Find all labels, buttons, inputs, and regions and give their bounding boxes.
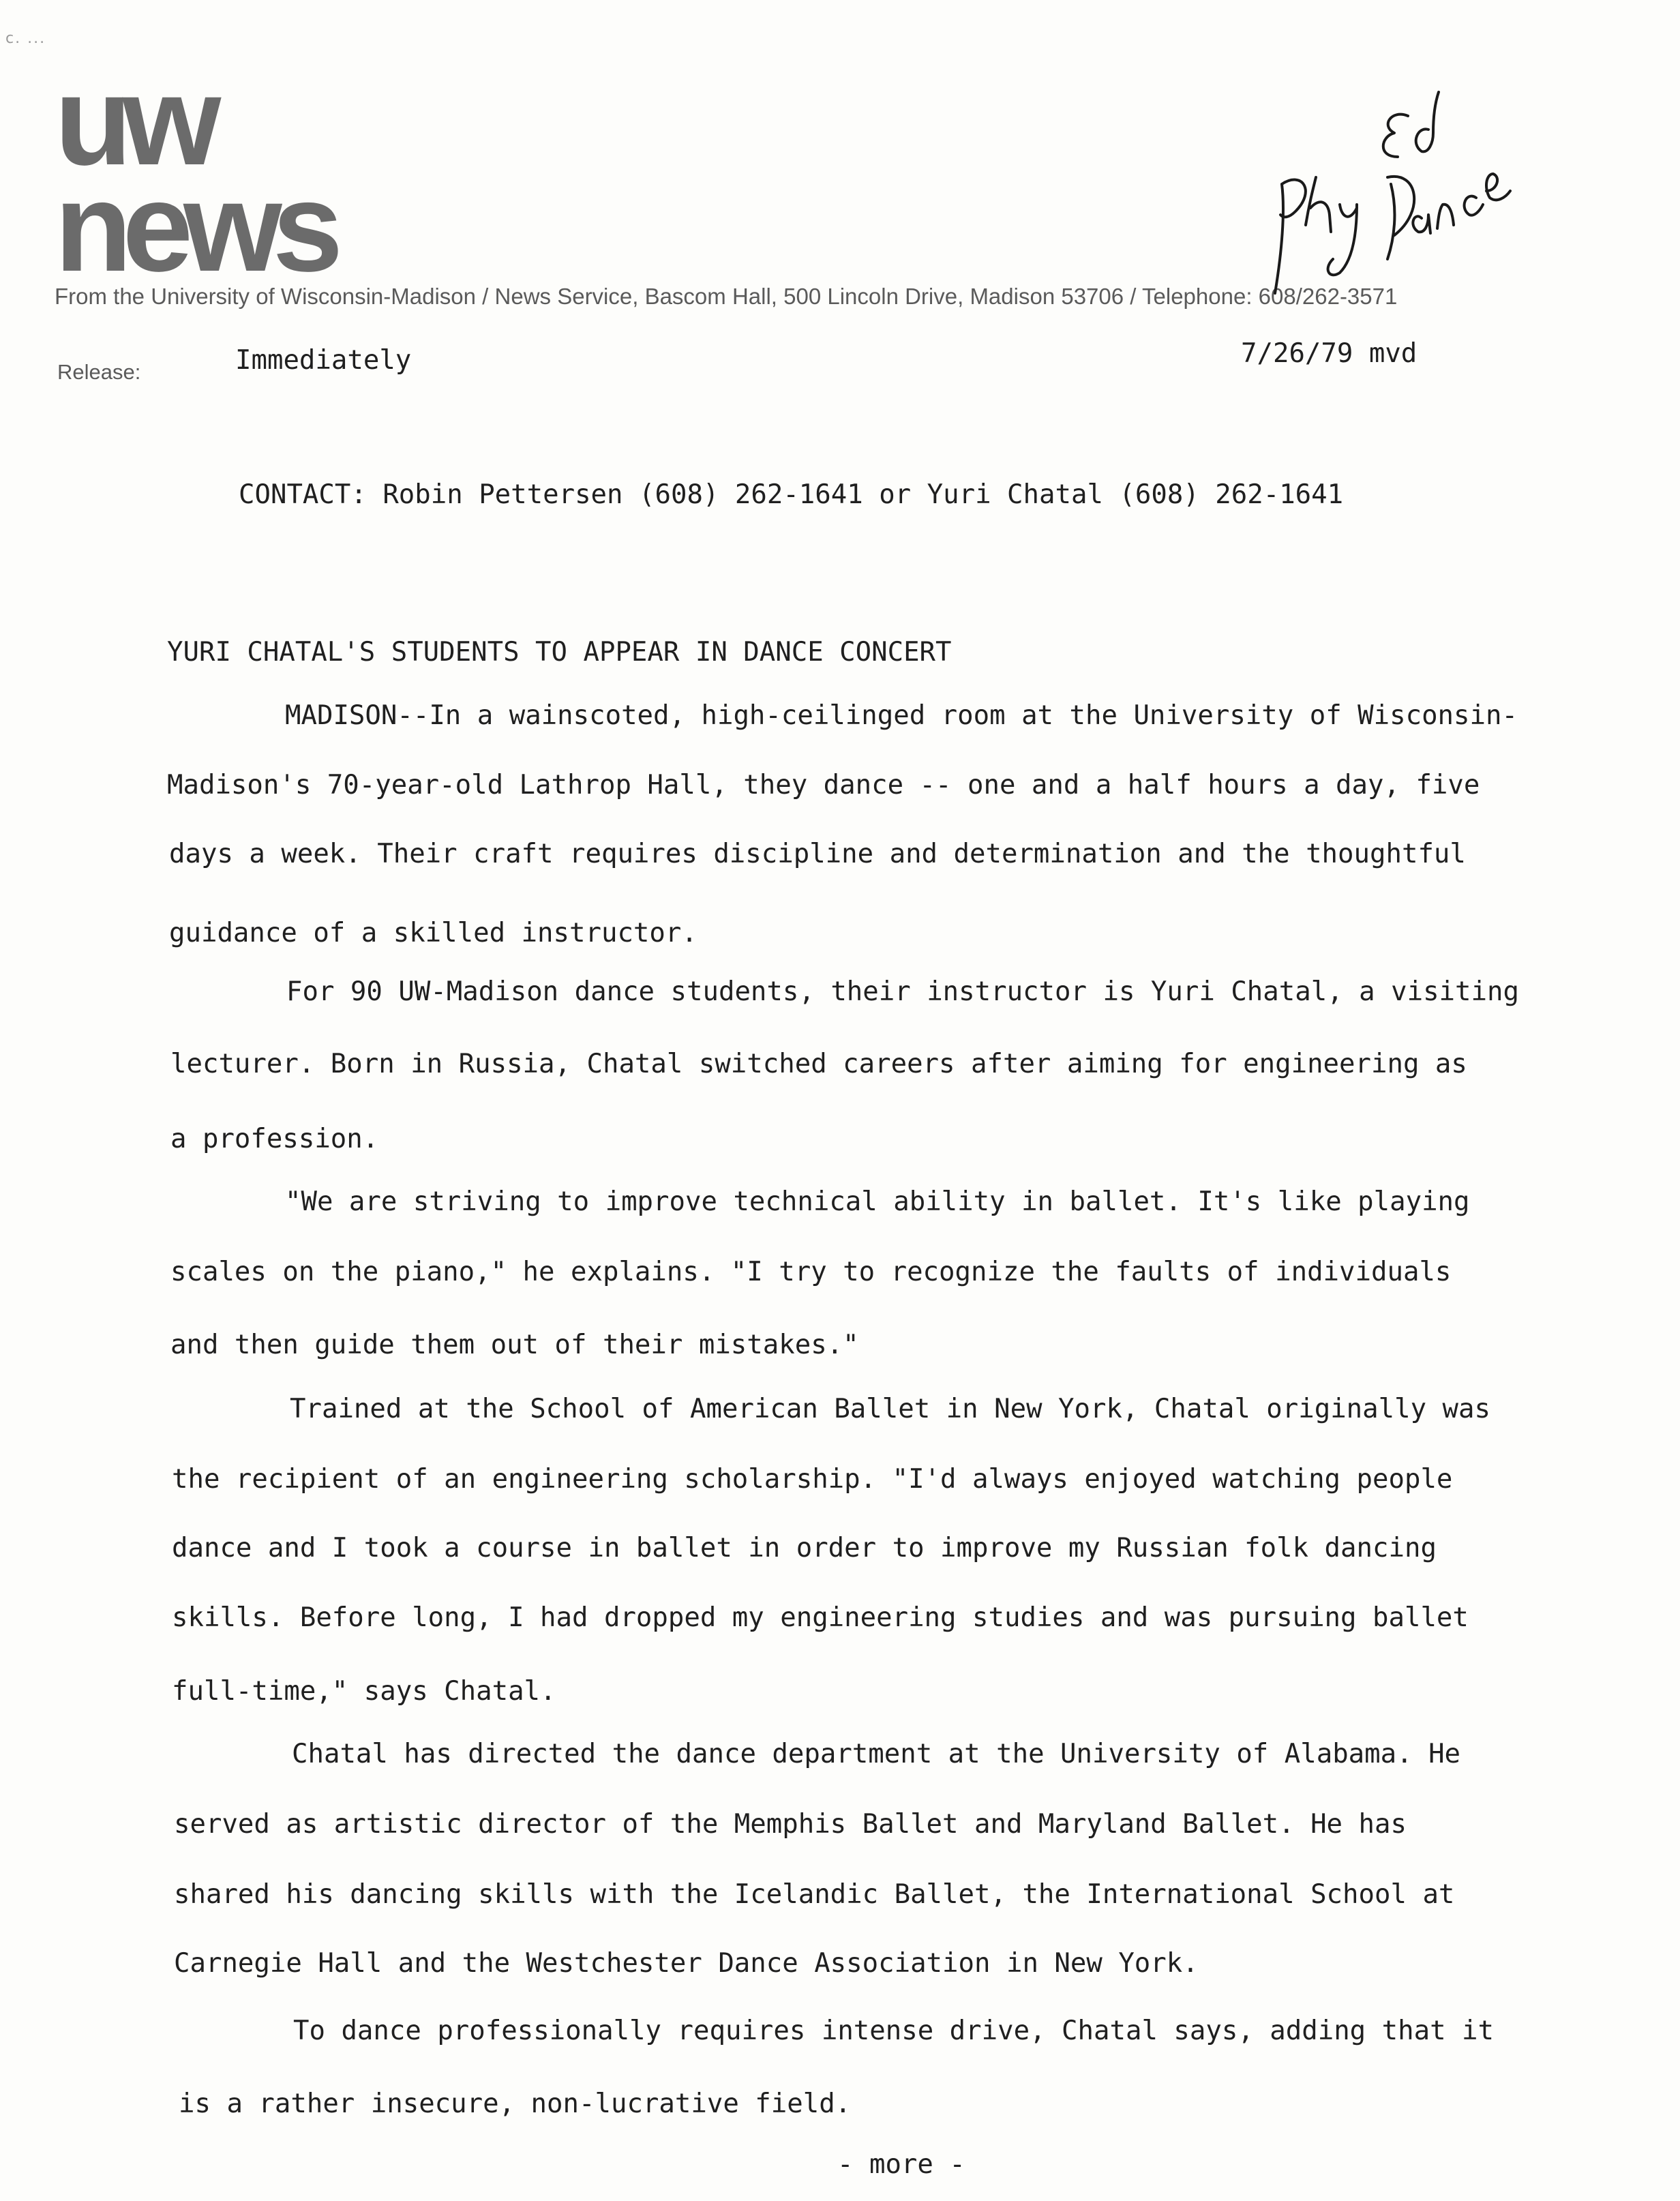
date-and-initials: 7/26/79 mvd (1241, 338, 1418, 369)
body-line: scales on the piano," he explains. "I try to recognize the faults of individuals (170, 1257, 1452, 1287)
body-line: guidance of a skilled instructor. (169, 918, 698, 948)
body-line: days a week. Their craft requires discipline and determination and the thoughtful (169, 839, 1466, 869)
sender-address-line: From the University of Wisconsin-Madison / News Service, Bascom Hall, 500 Lincoln Drive, Madison 53706 / Telephone: 608/262-3571 (55, 284, 1398, 309)
body-line: a profession. (170, 1124, 379, 1154)
body-line: Chatal has directed the dance department at the University of Alabama. He (292, 1739, 1461, 1769)
logo-line-uw: uw (55, 50, 212, 192)
body-line: MADISON--In a wainscoted, high-ceilinged room at the University of Wisconsin- (285, 700, 1518, 731)
handwritten-annotation (1255, 89, 1514, 314)
body-line: lecturer. Born in Russia, Chatal switched careers after aiming for engineering as (170, 1049, 1467, 1079)
body-line: full-time," says Chatal. (172, 1676, 556, 1707)
body-line: the recipient of an engineering scholarship. "I'd always enjoyed watching people (172, 1464, 1453, 1495)
more-marker: - more - (837, 2149, 965, 2180)
release-value: Immediately (235, 345, 412, 376)
body-line: served as artistic director of the Memphis Ballet and Maryland Ballet. He has (174, 1809, 1407, 1840)
corner-pencil-mark: c. ... (5, 30, 46, 47)
body-line: Trained at the School of American Ballet in New York, Chatal originally was (290, 1394, 1490, 1424)
body-line: Carnegie Hall and the Westchester Dance Association in New York. (174, 1948, 1199, 1979)
release-label: Release: (57, 360, 141, 384)
body-line: and then guide them out of their mistakes." (170, 1330, 859, 1360)
body-line: "We are striving to improve technical ability in ballet. It's like playing (285, 1186, 1470, 1217)
uw-news-logo (55, 50, 334, 298)
logo-line-news: news (55, 157, 334, 298)
body-line: To dance professionally requires intense drive, Chatal says, adding that it (293, 2016, 1494, 2046)
body-line: dance and I took a course in ballet in order to improve my Russian folk dancing (172, 1533, 1437, 1563)
body-line: is a rather insecure, non-lucrative field. (179, 2088, 852, 2119)
body-line: Madison's 70-year-old Lathrop Hall, they dance -- one and a half hours a day, five (167, 770, 1480, 800)
contact-line: CONTACT: Robin Pettersen (608) 262-1641 or Yuri Chatal (608) 262-1641 (239, 479, 1344, 510)
body-line: shared his dancing skills with the Icelandic Ballet, the International School at (174, 1879, 1455, 1910)
body-line: For 90 UW-Madison dance students, their instructor is Yuri Chatal, a visiting (286, 976, 1519, 1007)
body-line: skills. Before long, I had dropped my engineering studies and was pursuing ballet (172, 1602, 1469, 1633)
headline: YURI CHATAL'S STUDENTS TO APPEAR IN DANCE CONCERT (167, 637, 952, 668)
